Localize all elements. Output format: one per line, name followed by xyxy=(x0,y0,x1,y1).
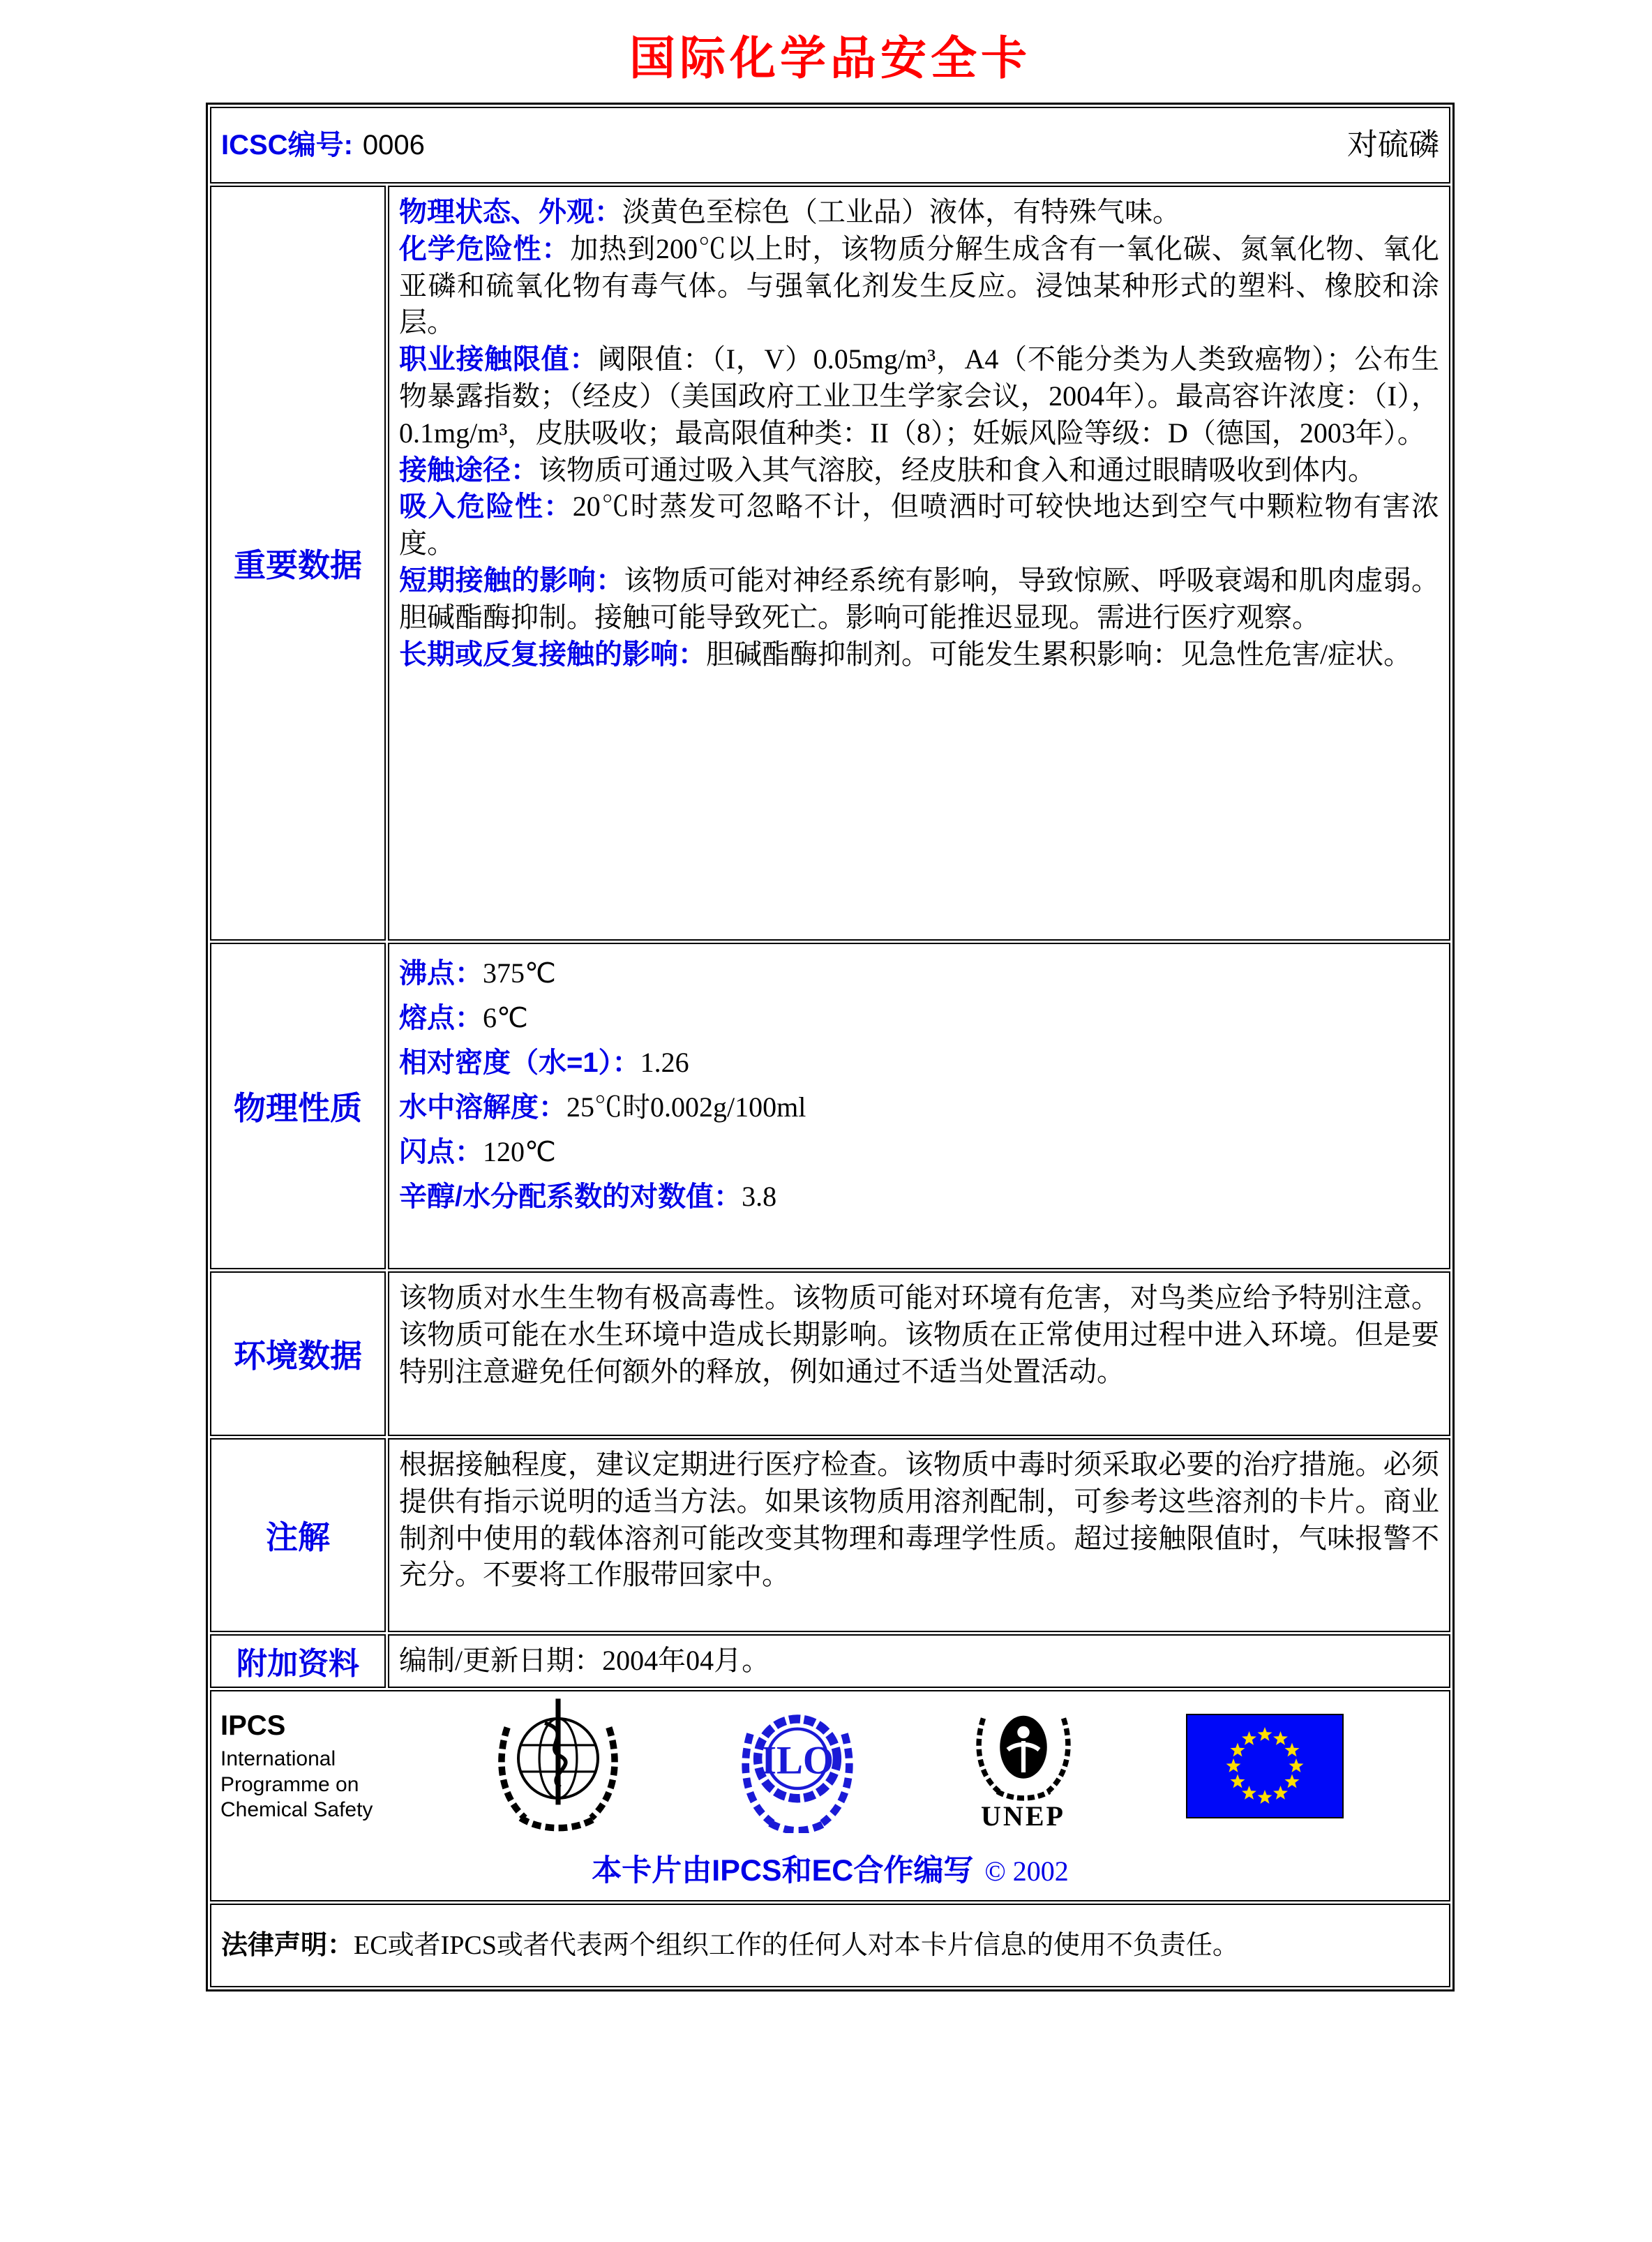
physical-properties-content xyxy=(388,943,1450,1269)
term: 长期或反复接触的影响： xyxy=(399,638,706,670)
term: 辛醇/水分配系数的对数值： xyxy=(399,1181,742,1212)
description: 20℃时蒸发可忽略不计，但喷洒时可较快地达到空气中颗粒物有害浓度。 xyxy=(399,491,1440,560)
term: 沸点： xyxy=(399,958,483,989)
section-label-environmental-data: 环境数据 xyxy=(210,1271,386,1436)
credit-text: 本卡片由IPCS和EC合作编写 xyxy=(592,1853,974,1888)
section-label-important-data: 重要数据 xyxy=(210,186,386,941)
eu-flag-icon xyxy=(1186,1714,1344,1818)
environmental-data-content xyxy=(388,1271,1450,1436)
term: 接触途径： xyxy=(399,454,539,486)
section-label-notes: 注解 xyxy=(210,1438,386,1632)
description: 胆碱酯酶抑制剂。可能发生累积影响：见急性危害/症状。 xyxy=(706,638,1412,670)
description: 加热到200℃以上时，该物质分解生成含有一氧化碳、氮氧化物、氧化亚磷和硫氧化物有毒气体。与强氧化剂发生反应。浸蚀某种形式的塑料、橡胶和涂层。 xyxy=(399,232,1440,338)
additional-info-content xyxy=(388,1634,1450,1688)
icsc-number xyxy=(221,127,425,164)
legal-text: EC或者IPCS或者代表两个组织工作的任何人对本卡片信息的使用不负责任。 xyxy=(354,1930,1239,1960)
property-line xyxy=(399,1130,1439,1174)
property-line xyxy=(399,951,1439,996)
svg-text:ILO: ILO xyxy=(760,1738,834,1783)
paragraph xyxy=(399,452,1439,489)
update-date: 编制/更新日期：2004年04月。 xyxy=(399,1645,770,1676)
value: 3.8 xyxy=(742,1181,777,1212)
icsc-number-label: ICSC编号: xyxy=(221,129,353,160)
value: 375℃ xyxy=(483,957,556,989)
logos-row xyxy=(210,1690,1450,1901)
term: 闪点： xyxy=(399,1137,483,1167)
additional-info-row xyxy=(210,1634,1450,1688)
legal-row xyxy=(210,1904,1450,1987)
ilo-logo-icon xyxy=(735,1699,860,1833)
description: 该物质可通过吸入其气溶胶，经皮肤和食入和通过眼睛吸收到体内。 xyxy=(539,454,1376,486)
paragraph xyxy=(399,636,1439,673)
unep-logo-icon xyxy=(971,1699,1076,1832)
ipcs-text-block xyxy=(220,1709,381,1824)
notes-row xyxy=(210,1438,1450,1632)
unep-wordmark: UNEP xyxy=(981,1800,1065,1832)
paragraph xyxy=(399,488,1439,562)
page-title: 国际化学品安全卡 xyxy=(629,33,1031,84)
environmental-data-row xyxy=(210,1271,1450,1436)
term: 相对密度（水=1）： xyxy=(399,1047,640,1078)
chemical-name: 对硫磷 xyxy=(1347,127,1439,162)
property-line xyxy=(399,1085,1439,1130)
paragraph xyxy=(399,562,1439,636)
term: 熔点： xyxy=(399,1003,483,1033)
ipcs-line: International xyxy=(220,1747,336,1771)
ipcs-line: Chemical Safety xyxy=(220,1798,373,1822)
section-label-physical-properties: 物理性质 xyxy=(210,943,386,1269)
term: 职业接触限值： xyxy=(399,344,599,375)
term: 水中溶解度： xyxy=(399,1092,566,1123)
notes-content xyxy=(388,1438,1450,1632)
paragraph: 根据接触程度，建议定期进行医疗检查。该物质中毒时须采取必要的治疗措施。必须提供有指示说明的适当方法。如果该物质用溶剂配制，可参考这些溶剂的卡片。商业制剂中使用的载体溶剂可能改变其物理和毒理学性质。超过接触限值时，气味报警不充分。不要将工作服带回家中。 xyxy=(399,1449,1439,1591)
icsc-card-table xyxy=(206,103,1455,1991)
paragraph xyxy=(399,194,1439,231)
icsc-number-value: 0006 xyxy=(362,129,425,160)
paragraph xyxy=(399,341,1439,451)
description: 阈限值：（I，V）0.05mg/m³，A4（不能分类为人类致癌物）；公布生物暴露指数；（经皮）（美国政府工业卫生学家会议，2004年）。最高容许浓度：（I），0.1mg/m³，皮肤吸收；最高限值种类：II（8）；妊娠风险等级：D（德国，2003年）。 xyxy=(399,343,1439,449)
description: 淡黄色至棕色（工业品）液体，有特殊气味。 xyxy=(622,196,1180,227)
value: 1.26 xyxy=(640,1047,689,1078)
property-line xyxy=(399,1040,1439,1085)
property-line xyxy=(399,1174,1439,1219)
header-cell xyxy=(210,107,1450,184)
physical-properties-row xyxy=(210,943,1450,1269)
term: 吸入危险性： xyxy=(399,491,573,523)
term: 化学危险性： xyxy=(399,233,571,264)
section-label-additional-info: 附加资料 xyxy=(210,1634,386,1688)
legal-label: 法律声明： xyxy=(221,1930,354,1960)
term: 物理状态、外观： xyxy=(399,197,622,227)
term: 短期接触的影响： xyxy=(399,565,624,596)
important-data-content xyxy=(388,186,1450,941)
logos-cell xyxy=(210,1690,1450,1901)
value: 120℃ xyxy=(483,1136,556,1167)
ipcs-title: IPCS xyxy=(220,1710,286,1741)
paragraph: 该物质对水生生物有极高毒性。该物质可能对环境有危害，对鸟类应给予特别注意。该物质可能在水生环境中造成长期影响。该物质在正常使用过程中进入环境。但是要特别注意避免任何额外的释放，例如通过不适当处置活动。 xyxy=(399,1282,1439,1387)
header-row xyxy=(210,107,1450,184)
important-data-row xyxy=(210,186,1450,941)
property-line xyxy=(399,996,1439,1040)
paragraph xyxy=(399,231,1439,341)
value: 6℃ xyxy=(483,1002,528,1033)
credit-year: © 2002 xyxy=(984,1855,1069,1887)
who-logo-icon xyxy=(492,1694,624,1839)
description: 该物质可能对神经系统有影响，导致惊厥、呼吸衰竭和肌肉虚弱。胆碱酯酶抑制。接触可能导致死亡。影响可能推迟显现。需进行医疗观察。 xyxy=(399,564,1440,633)
credit-line xyxy=(212,1847,1448,1890)
value: 25℃时0.002g/100ml xyxy=(566,1091,806,1123)
legal-cell xyxy=(210,1904,1450,1987)
ipcs-line: Programme on xyxy=(220,1772,359,1796)
